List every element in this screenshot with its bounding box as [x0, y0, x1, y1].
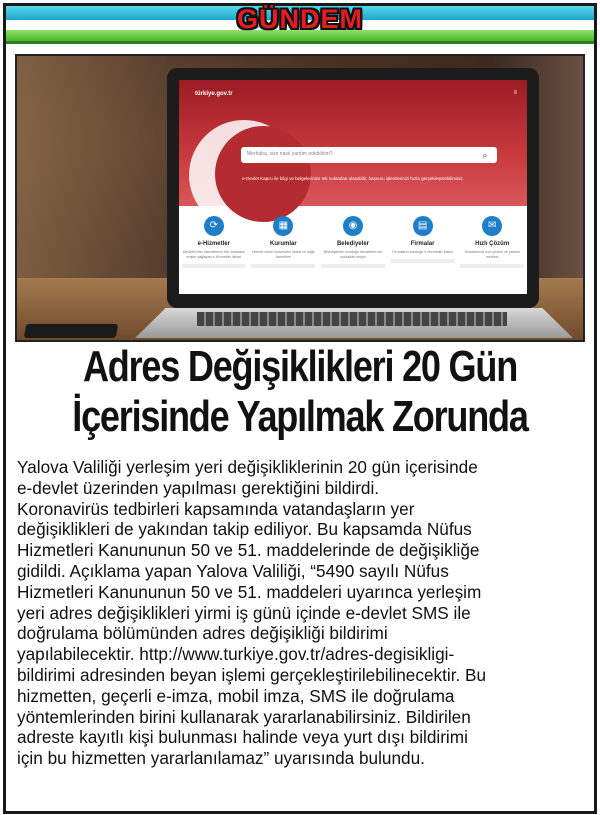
service-bar [182, 264, 246, 268]
site-hero-subtitle: e-Devlet Kapısı ile bilgi ve belgelerinize tek noktadan ulaşabilir, başvuru işlemlerinizi hızla gerçekleştirebilirsiniz. [242, 176, 464, 181]
body-line: Hizmetleri Kanununun 50 ve 51. maddeleri uyarınca yerleşim [17, 581, 482, 602]
section-title: GÜNDEM [237, 4, 363, 34]
body-line: e-devlet üzerinden yapılması gerektiğini bildirdi. [17, 477, 380, 498]
service-card [460, 216, 524, 286]
service-title: Hızlı Çözüm [475, 241, 510, 247]
service-card [391, 216, 455, 286]
body-line: yeri adres değişiklikleri yirmi iş günü içinde e-devlet SMS ile [17, 602, 471, 623]
body-line: Koronavirüs tedbirleri kapsamında vatandaşların yer [17, 498, 415, 519]
service-bar [460, 264, 524, 268]
company-icon: ▤ [413, 216, 433, 236]
body-line: Yalova Valiliği yerleşim yeri değişikliklerinin 20 gün içerisinde [17, 457, 478, 477]
site-search-box [241, 147, 497, 163]
service-title: Belediyeler [336, 241, 369, 247]
article-photo [15, 54, 585, 342]
body-line: değişiklikleri de yakından takip ediliyor. Bu kapsamda Nüfus [17, 519, 472, 540]
body-line: adreste kayıtlı kişi bulunması halinde veya yurt dışı bildirimi [17, 727, 468, 748]
search-icon: ⌕ [482, 150, 488, 160]
laptop-screen [179, 80, 527, 294]
service-text: Devletin tüm hizmetlerine tek noktadan erişim sağlayan e-Hizmetler listesi [182, 250, 245, 259]
service-bar [391, 259, 455, 263]
service-text: Sorularınıza hızlı çözüm ve yardım merkezi [464, 250, 520, 259]
service-title: Firmalar [410, 241, 435, 247]
building-icon: ▦ [273, 216, 293, 236]
site-hero [179, 80, 527, 206]
service-bar [321, 264, 385, 268]
service-card [251, 216, 315, 286]
service-bar [251, 264, 315, 268]
body-line: için bu hizmetten yararlanılamaz” uyarısında bulundu. [17, 748, 425, 769]
site-services [179, 216, 527, 286]
header-band-line [6, 41, 594, 44]
phone [24, 324, 118, 338]
service-title: Kurumlar [270, 241, 297, 247]
headline-line: İçerisinde Yapılmak Zorunda [72, 392, 528, 441]
body-line: hizmetten, geçerli e-imza, mobil imza, SMS ile doğrulama [17, 685, 455, 706]
refresh-icon: ⟳ [204, 216, 224, 236]
article-headline [62, 342, 538, 442]
service-text: Hizmet veren kurumların listesi ve bağlı hizmetleri [252, 250, 315, 259]
body-line: doğrulama bölümünden adres değişikliği bildirimi [17, 623, 388, 644]
body-line: bildirimi adresinden beyan işlemi gerçekleştirilebilinecektir. Bu [17, 664, 487, 685]
service-text: Belediyelerin sunduğu hizmetlere tek noktadan erişim [323, 250, 383, 259]
site-logo: türkiye.gov.tr [195, 91, 233, 97]
site-search-placeholder: Merhaba, size nasıl yardım edebilirim? [247, 151, 333, 157]
article-body [17, 457, 591, 769]
service-text: Firmaların sunduğu e-Hizmetler listesi [392, 250, 453, 254]
crescent-cut [215, 126, 311, 222]
laptop-keyboard [197, 312, 507, 326]
service-title: e-Hizmetler [197, 241, 230, 247]
menu-icon: ≡ [513, 90, 517, 96]
body-line: yapılabilecektir. http://www.turkiye.gov.tr/adres-degisikligi- [17, 644, 455, 665]
body-line: Hizmetleri Kanununun 50 ve 51. maddelerinde de değişikliğe [17, 540, 480, 561]
service-card [321, 216, 385, 286]
body-line: gidildi. Açıklama yapan Yalova Valiliği, “5490 sayılı Nüfus [17, 560, 449, 581]
headline-line: Adres Değişiklikleri 20 Gün [82, 342, 518, 391]
municipality-icon: ◉ [343, 216, 363, 236]
body-line: yöntemlerinden birini kullanarak yararlanabilirsiniz. Bildirilen [17, 706, 471, 727]
chat-icon: ✉ [482, 216, 502, 236]
service-card [182, 216, 246, 286]
